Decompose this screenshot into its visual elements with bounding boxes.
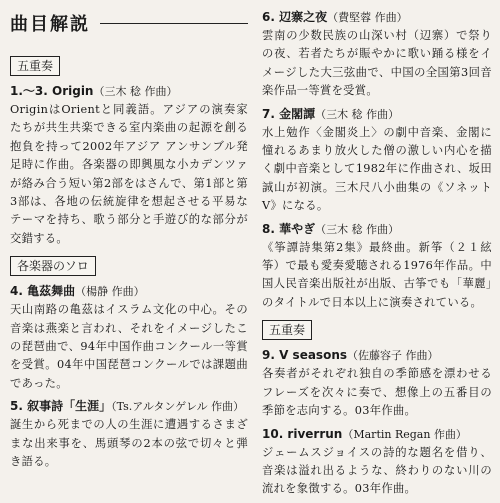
entry-heading [262, 105, 492, 124]
entry-hanayagi [262, 220, 492, 313]
entry-composer: （Ts.アルタンゲレル 作曲） [111, 400, 245, 414]
entry-body: 雲南の少数民族の山深い村（辺寨）で祭りの夜、若者たちが賑やかに歌い踊る様をイメージした大三弦曲で、中国の全国第3回音楽作品一等賞を受賞。 [262, 29, 492, 98]
entry-composer: （楊静 作曲） [75, 285, 145, 299]
entry-body: 天山南路の亀茲はイスラム文化の中心。その音楽は燕楽と言われ、それをイメージしたこの琵琶曲で、94年中国作曲コンクール一等賞を受賞。04年中国琵琶コンクールでは課題曲であった。 [10, 303, 248, 390]
entry-composer: （三木 稔 作曲） [315, 222, 400, 236]
entry-title: 6. 辺寨之夜 [262, 10, 328, 24]
left-column [10, 8, 248, 476]
entry-border-night [262, 8, 492, 101]
entry-body: ジェームスジョイスの詩的な題名を借り、音楽は溢れ出るような、終わりのない川の流れを象徴する。03年作曲。 [262, 445, 492, 496]
entry-title: 5. 叙事詩「生涯」 [10, 399, 112, 414]
entry-heading [10, 282, 248, 301]
entry-riverrun [262, 425, 492, 499]
entry-v-seasons [262, 346, 492, 420]
entry-kinkakutan [262, 105, 492, 216]
entry-heading [262, 425, 492, 444]
entry-body: OriginはOrientと同義語。アジアの演奏家たちが共生共楽できる室内楽曲の起源を創る抱負を持って2002年アジア アンサンブル発足時に作曲。各楽器の即興風な小カデンツァが絡み合う短い第2部をはさんで、第1部と第3部は、各地の伝統旋律を想起させる平易なテーマを持ち、歌う部分と手遊び的な部分が交錯する。 [10, 103, 248, 245]
entry-composer: （佐藤容子 作曲） [347, 349, 439, 363]
entry-heading [10, 397, 248, 416]
entry-heading [262, 220, 492, 239]
page-title: 曲目解説 [10, 14, 90, 35]
entry-title: 1.〜3. Origin [10, 84, 94, 98]
entry-composer: （三木 稔 作曲） [315, 107, 400, 121]
entry-heading [262, 346, 492, 365]
section-label-quintet-2: 五重奏 [262, 320, 312, 340]
entry-title: 9. V seasons [262, 348, 348, 363]
title-rule [100, 23, 248, 24]
entry-title: 8. 華やぎ [262, 221, 316, 236]
entry-epic-life [10, 397, 248, 471]
entry-body: 《筝譚詩集第2集》最終曲。新筝（２１絃筝）で最も愛奏愛聴される1976年作品。中国人民音楽出版社が出版、古筝でも「華麗」のタイトルで日本以上に演奏されている。 [262, 240, 492, 309]
right-column [262, 8, 492, 503]
entry-body: 水上勉作〈金閣炎上〉の劇中音楽、金閣に憧れるあまり放火した僧の激しい内心を描く劇中音楽として1982年に作曲され、坂田誠山が初演。三木尺八小曲集の《ソネットV》になる。 [262, 125, 492, 213]
entry-heading [262, 8, 492, 27]
entry-body: 誕生から死までの人の生涯に遭遇するさまざまな出来事を、馬頭琴の2本の弦で切々と弾き語る。 [10, 418, 248, 469]
entry-composer: （三木 稔 作曲） [93, 85, 178, 98]
section-label-solo: 各楽器のソロ [10, 256, 96, 276]
entry-composer: （Martin Regan 作曲） [342, 427, 467, 441]
entry-composer: （費堅蓉 作曲） [327, 11, 408, 24]
entry-kizil-dance [10, 282, 248, 393]
entry-title: 7. 金閣譚 [262, 106, 316, 121]
entry-body: 各奏者がそれぞれ独自の季節感を漂わせるフレーズを次々に奏で、想像上の五番目の季節を志向する。03年作曲。 [262, 367, 492, 418]
entry-origin [10, 82, 248, 248]
entry-heading [10, 82, 248, 101]
section-label-quintet: 五重奏 [10, 56, 60, 76]
entry-title: 10. riverrun [262, 426, 343, 441]
page-header [10, 8, 248, 38]
entry-title: 4. 亀茲舞曲 [10, 284, 76, 299]
